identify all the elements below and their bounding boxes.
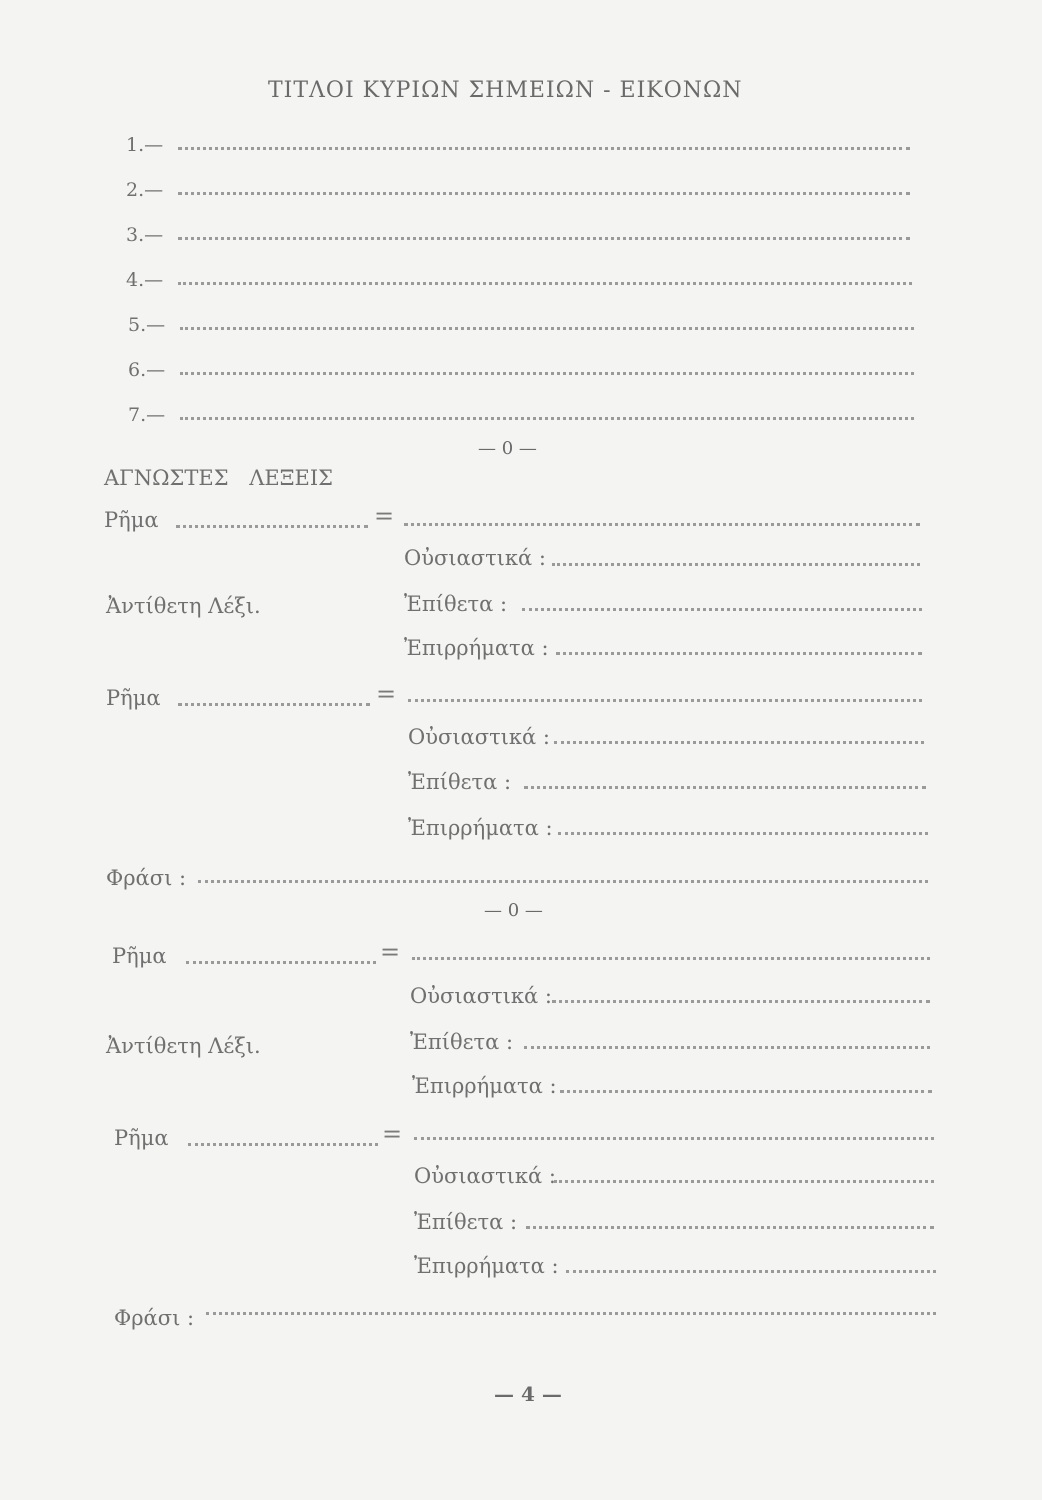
line-number-1: 1.— [126,134,164,156]
meaning-fill[interactable] [414,1137,934,1140]
verb-label: Ρῆμα [114,1126,169,1150]
fill-line-5[interactable] [180,327,914,330]
verb-label: Ρῆμα [104,508,159,532]
nouns-fill[interactable] [554,741,924,744]
page-title: ΤΙΤΛΟΙ ΚΥΡΙΩΝ ΣΗΜΕΙΩΝ - ΕΙΚΟΝΩΝ [268,78,743,103]
verb-label: Ρῆμα [112,944,167,968]
fill-line-2[interactable] [178,192,910,195]
adjectives-label: Ἐπίθετα : [414,1210,518,1234]
adverbs-fill[interactable] [558,832,928,835]
equals-sign: = [376,680,397,708]
phrase-label: Φράσι : [106,866,187,890]
line-number-3: 3.— [126,224,164,246]
antonym-label: Ἀντίθετη Λέξι. [106,594,261,618]
verb-fill[interactable] [178,703,370,706]
meaning-fill[interactable] [404,523,920,526]
adjectives-label: Ἐπίθετα : [410,1030,514,1054]
nouns-fill[interactable] [552,1000,930,1003]
verb-label: Ρῆμα [106,686,161,710]
meaning-fill[interactable] [408,699,922,702]
separator-2: — 0 — [484,900,543,921]
meaning-fill[interactable] [412,957,930,960]
fill-line-7[interactable] [180,417,914,420]
adverbs-fill[interactable] [566,1270,936,1273]
verb-fill[interactable] [188,1143,378,1146]
adverbs-fill[interactable] [560,1090,932,1093]
fill-line-1[interactable] [178,147,910,150]
nouns-label: Οὐσιαστικά : [408,725,550,749]
phrase-fill[interactable] [198,880,928,883]
equals-sign: = [382,1120,403,1148]
line-number-2: 2.— [126,179,164,201]
adverbs-label: Ἐπιρρήματα : [404,636,549,660]
nouns-label: Οὐσιαστικά : [414,1164,556,1188]
fill-line-6[interactable] [180,372,914,375]
line-number-6: 6.— [128,359,166,381]
line-number-5: 5.— [128,314,166,336]
fill-line-4[interactable] [178,282,912,285]
adverbs-fill[interactable] [556,652,922,655]
adverbs-label: Ἐπιρρήματα : [414,1254,559,1278]
adjectives-fill[interactable] [524,1046,930,1049]
adjectives-label: Ἐπίθετα : [404,592,508,616]
equals-sign: = [380,938,401,966]
nouns-fill[interactable] [552,563,920,566]
nouns-label: Οὐσιαστικά : [404,546,546,570]
line-number-7: 7.— [128,404,166,426]
nouns-label: Οὐσιαστικά : [410,984,552,1008]
equals-sign: = [374,502,395,530]
fill-line-3[interactable] [178,237,910,240]
verb-fill[interactable] [186,961,376,964]
adverbs-label: Ἐπιρρήματα : [408,816,553,840]
antonym-label: Ἀντίθετη Λέξι. [106,1034,261,1058]
adjectives-fill[interactable] [524,786,926,789]
adverbs-label: Ἐπιρρήματα : [412,1074,557,1098]
page-number: — 4 — [494,1382,562,1406]
adjectives-fill[interactable] [526,1226,934,1229]
adjectives-label: Ἐπίθετα : [408,770,512,794]
section-heading: ΑΓΝΩΣΤΕΣ ΛΕΞΕΙΣ [104,466,333,490]
phrase-fill[interactable] [206,1312,936,1315]
separator-1: — 0 — [478,438,537,459]
line-number-4: 4.— [126,269,164,291]
adjectives-fill[interactable] [522,608,922,611]
phrase-label: Φράσι : [114,1306,195,1330]
verb-fill[interactable] [176,525,368,528]
nouns-fill[interactable] [554,1180,934,1183]
